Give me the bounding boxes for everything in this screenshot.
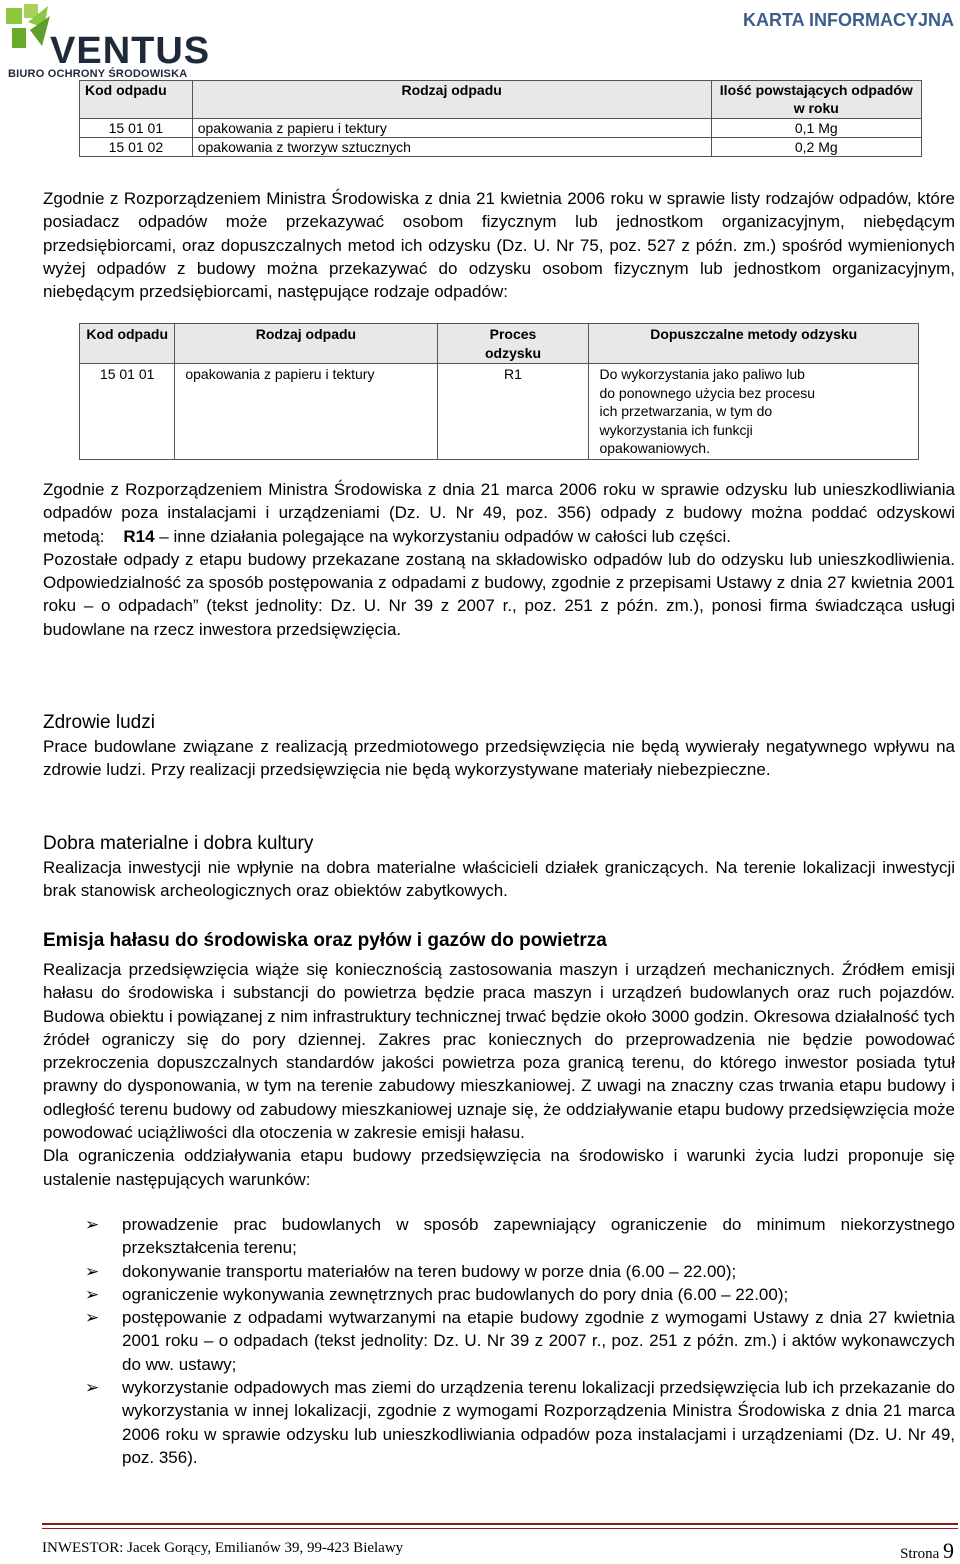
list-item: ➢ postępowanie z odpadami wytwarzanymi na etapie budowy zgodnie z wymogami Ustawy z dnia 27 kwietnia 2001 roku – o odpadach (tekst jednolity: Dz. U. Nr 39 z 2007 r., poz. 251 z późn. zm.) i aktów wykonawczych do ww. ustawy;: [85, 1308, 955, 1374]
page-label: Strona: [900, 1546, 940, 1562]
paragraph-text: Realizacja przedsięwzięcia wiąże się koniecznością zastosowania maszyn i urządzeń mechanicznych. Źródłem emisji hałasu do środowiska i substancji do powietrza będzie praca maszyn i urządzeń budowlanych oraz ruch pojazdów. Budowa obiektu i powiązanej z nim infrastruktury technicznej trwać będzie około 3000 godzin. Okresowa działalność tych źródeł ograniczy się do pory dziennej. Zakres prac koniecznych do przeprowadzenia nie będzie powodować przekroczenia dopuszczalnych standardów jakości powietrza poza granicą terenu, do którego inwestor posiada tytuł prawny do dysponowania, w tym na terenie zabudowy mieszkaniowej. Z uwagi na znaczny czas trwania etapu budowy i odległość terenu budowy od zabudowy mieszkaniowej uznaje się, że oddziaływanie etapu budowy przedsięwzięcia może powodować uciążliwości dla otoczenia w zakresie emisji hałasu.: [43, 960, 955, 1143]
footer-divider: [42, 1523, 958, 1529]
leaf-logo-icon: [4, 2, 54, 54]
column-header: Kod odpadu: [80, 81, 193, 119]
column-header: Rodzaj odpadu: [192, 81, 711, 119]
paragraph-text: Dla ograniczenia oddziaływania etapu budowy przedsięwzięcia na środowisko i warunki życia ludzi proponuje się ustalenie następujących warunków:: [43, 1146, 955, 1189]
waste-type: opakowania z papieru i tektury: [192, 119, 711, 138]
waste-table: [79, 80, 922, 157]
paragraph-text: Pozostałe odpady z etapu budowy przekazane zostaną na składowisko odpadów lub do odzysku lub unieszkodliwienia. Odpowiedzialność za sposób postępowania z odpadami z budowy, zgodnie z przepisami Ustawy z dnia 27 kwietnia 2001 roku – o odpadach” (tekst jednolity: Dz. U. Nr 39 z 2007 r., poz. 251 z późn. zm.), ponosi firma świadcząca usługi budowlane na rzecz inwestora przedsięwzięcia.: [43, 549, 955, 639]
logo-wordmark: VENTUS: [50, 30, 211, 72]
waste-type: opakowania z tworzyw sztucznych: [192, 138, 711, 157]
arrow-bullet-icon: ➢: [85, 1215, 100, 1234]
section-text-goods: Realizacja inwestycji nie wpłynie na dobra materialne właścicieli działek graniczących. Na terenie lokalizacji inwestycji brak stanowisk archeologicznych oraz obiektów zabytkowych.: [43, 858, 955, 901]
list-item: ➢ dokonywanie transportu materiałów na teren budowy w porze dnia (6.00 – 22.00);: [85, 1260, 955, 1283]
column-header: Ilość powstających odpadów w roku: [711, 81, 921, 119]
page-number: [900, 1538, 954, 1564]
waste-amount: 0,2 Mg: [711, 138, 921, 157]
footer-investor: INWESTOR: Jacek Gorący, Emilianów 39, 99-423 Bielawy: [42, 1540, 404, 1556]
waste-amount: 0,1 Mg: [711, 119, 921, 138]
section-heading-health: Zdrowie ludzi: [43, 712, 155, 733]
recovery-code: R14: [123, 526, 155, 546]
waste-code: 15 01 01: [80, 364, 175, 460]
recovery-method: Do wykorzystania jako paliwo lub do ponownego użycia bez procesu ich przetwarzania, w tym do wykorzystania ich funkcji opakowaniowych.: [589, 364, 919, 460]
arrow-bullet-icon: ➢: [85, 1284, 100, 1304]
list-item: ➢ wykorzystanie odpadowych mas ziemi do urządzenia terenu lokalizacji przedsięwzięcia lub ich przekazanie do wykorzystania w innej lokalizacji, zgodnie z wymogami Rozporządzenia Ministra Środowiska z dnia 21 marca 2006 roku w sprawie odzysku lub unieszkodliwiania odpadów poza instalacjami i urządzeniami (Dz. U. Nr 49, poz. 356).: [85, 1378, 955, 1467]
conditions-list: [85, 1213, 955, 1469]
paragraph-regulation-2: [43, 478, 955, 641]
column-header: Rodzaj odpadu: [175, 324, 437, 364]
table-row: [80, 138, 922, 157]
document-label: KARTA INFORMACYJNA: [743, 10, 954, 30]
waste-code: 15 01 01: [80, 119, 193, 138]
column-header: Kod odpadu: [80, 324, 175, 364]
logo-subtitle: BIURO OCHRONY ŚRODOWISKA: [8, 68, 188, 80]
paragraph-text: Zgodnie z Rozporządzeniem Ministra Środowiska z dnia 21 marca 2006 roku w sprawie odzysku lub unieszkodliwiania odpadów poza instalacjami i urządzeniami (Dz. U. Nr 49, poz. 356) odpady z budowy można poddać odzyskowi metodą:: [43, 480, 955, 546]
table-row: [80, 119, 922, 138]
arrow-bullet-icon: ➢: [85, 1261, 100, 1281]
list-item: ➢ prowadzenie prac budowlanych w sposób zapewniający ograniczenie do minimum niekorzystnego przekształcenia terenu;: [85, 1215, 955, 1258]
column-header: Dopuszczalne metody odzysku: [589, 324, 919, 364]
section-heading-noise: Emisja hałasu do środowiska oraz pyłów i gazów do powietrza: [43, 930, 607, 951]
waste-code: 15 01 02: [80, 138, 193, 157]
paragraph-text: Zgodnie z Rozporządzeniem Ministra Środowiska z dnia 21 kwietnia 2006 roku w sprawie listy rodzajów odpadów, które posiadacz odpadów może przekazywać osobom fizycznym lub jednostkom organizacyjnym, niebędącym przedsiębiorcami, oraz dopuszczalnych metod ich odzysku (Dz. U. Nr 75, poz. 527 z późn. zm.) spośród wymienionych wyżej odpadów z budowy można przekazywać do odzysku osobom fizycznym lub jednostkom organizacyjnym, niebędącym przedsiębiorcami, następujące rodzaje odpadów:: [43, 189, 955, 302]
recovery-process: R1: [437, 364, 589, 460]
paragraph-text: – inne działania polegające na wykorzystaniu odpadów w całości lub części.: [159, 526, 731, 546]
section-text-health: Prace budowlane związane z realizacją przedmiotowego przedsięwzięcia nie będą wywierały negatywnego wpływu na zdrowie ludzi. Przy realizacji przedsięwzięcia nie będą wykorzystywane materiały niebezpieczne.: [43, 737, 955, 780]
paragraph-regulation-1: [43, 187, 955, 303]
page-number-value: 9: [943, 1538, 954, 1563]
waste-type: opakowania z papieru i tektury: [175, 364, 437, 460]
recovery-table: [79, 323, 919, 460]
column-header: Proces odzysku: [437, 324, 589, 364]
list-item: ➢ ograniczenie wykonywania zewnętrznych prac budowlanych do pory dnia (6.00 – 22.00);: [85, 1283, 955, 1306]
ventus-logo: [4, 0, 234, 82]
section-text-noise: [43, 958, 955, 1191]
table-row: [80, 364, 919, 460]
arrow-bullet-icon: ➢: [85, 1378, 100, 1398]
arrow-bullet-icon: ➢: [85, 1308, 100, 1328]
section-heading-goods: Dobra materialne i dobra kultury: [43, 833, 314, 854]
